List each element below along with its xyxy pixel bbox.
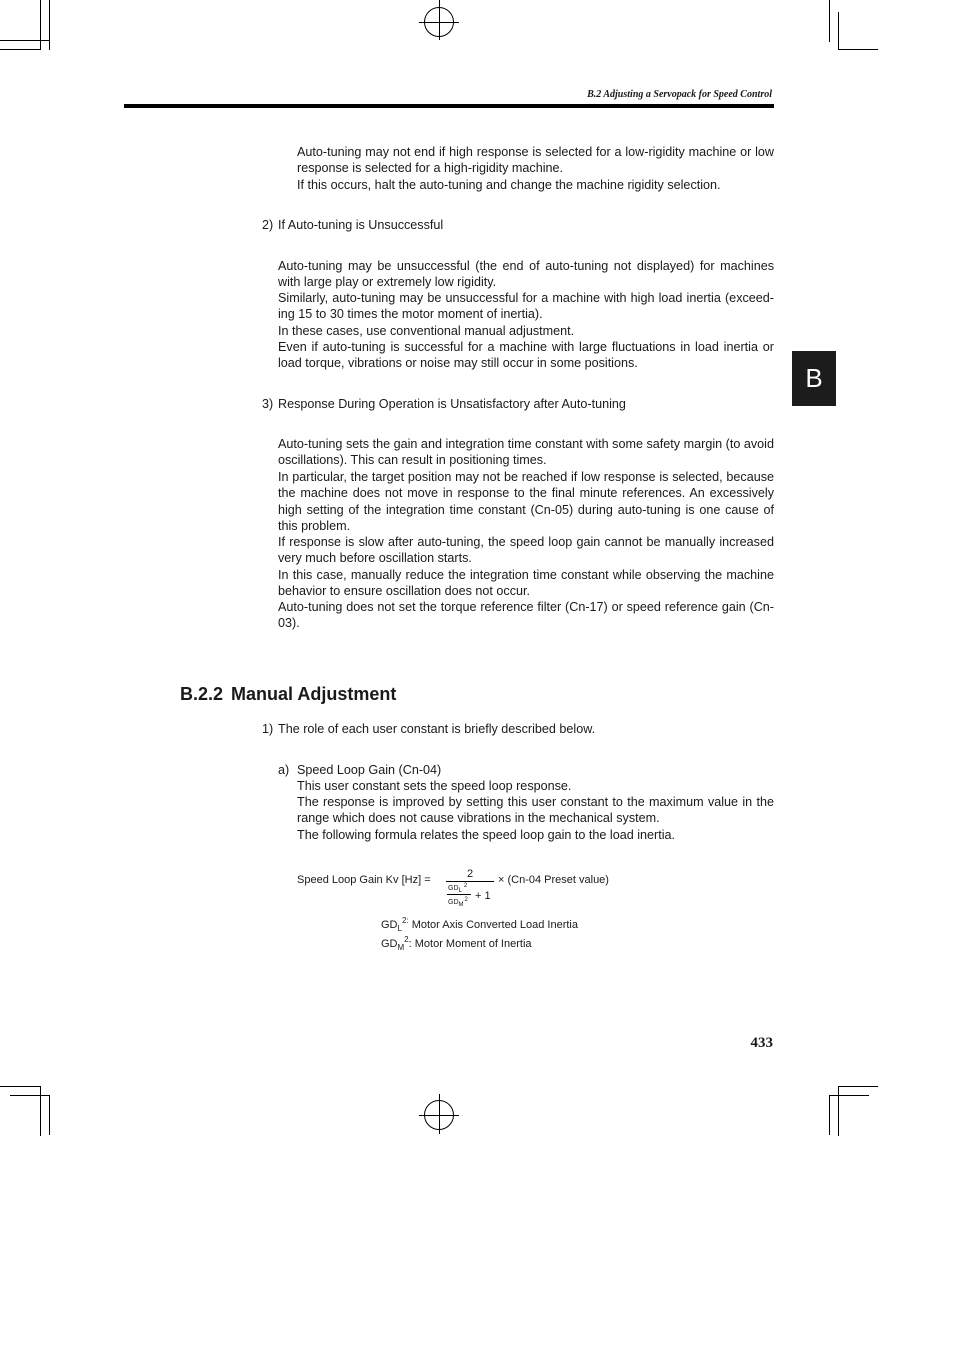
header-rule [124,104,774,108]
manual-item1-text: The role of each user constant is briefly described below. [278,722,596,736]
section-number: B.2.2 [180,684,224,704]
chapter-tab: B [792,351,836,406]
item2-title: If Auto-tuning is Unsuccessful [278,218,444,232]
section-title: Manual Adjustment [231,684,397,704]
intro-paragraph-1: Auto-tuning may not end if high response is selected for a low-rigidity machine or low response is selected for a high-rigidity machine. [297,145,774,176]
formula-numerator: 2 [467,868,474,880]
item2-paragraph-1: Auto-tuning may be unsuccessful (the end of auto-tuning not displayed) for machines with large play or extremely low rigidity. [278,259,774,290]
formula-fraction-bar [446,881,494,882]
intro-paragraph-2: If this occurs, halt the auto-tuning and change the machine rigidity selection. [297,178,721,192]
legend-gdl: $GD_L^{2:}$ Motor Axis Converted Load Inertia [381,916,578,933]
section-heading [180,684,404,705]
sub-a-label: a) [278,763,290,777]
item3-paragraph-5: Auto-tuning does not set the torque reference filter (Cn-17) or speed reference gain (Cn-03). [278,600,774,631]
item3-paragraph-4: In this case, manually reduce the integration time constant while observing the machine behavior to ensure oscillation does not occur. [278,568,774,599]
formula-rhs: × (Cn-04 Preset value) [498,874,609,886]
formula-lhs: Speed Loop Gain Kv [Hz] = [297,874,431,886]
manual-item1-number: 1) [262,722,274,736]
formula-plus-one: + 1 [475,890,491,902]
item2-paragraph-3: In these cases, use conventional manual adjustment. [278,324,575,338]
item2-paragraph-2: Similarly, auto-tuning may be unsuccessful for a machine with high load inertia (exceed-ing 15 to 30 times the motor moment of inertia). [278,291,774,322]
formula-gdl: GDL2 [448,883,468,894]
item3-title: Response During Operation is Unsatisfactory after Auto-tuning [278,397,626,411]
page-number: 433 [750,1035,773,1051]
item2-paragraph-4: Even if auto-tuning is successful for a machine with large fluctuations in load inertia or load torque, vibrations or noise may still occur in some positions. [278,340,774,371]
running-header: B.2 Adjusting a Servopack for Speed Control [587,89,772,100]
sub-a-line-1: This user constant sets the speed loop response. [297,779,572,793]
formula-inner-bar [447,894,471,895]
item3-paragraph-3: If response is slow after auto-tuning, the speed loop gain cannot be manually increased very much before oscillation starts. [278,535,774,566]
legend-gdm: $GD_M^2$: Motor Moment of Inertia [381,935,532,952]
sub-a-line-2: The response is improved by setting this user constant to the maximum value in the range which does not cause vibrations in the mechanical system. [297,795,774,826]
item2-number: 2) [262,218,274,232]
item3-paragraph-2: In particular, the target position may not be reached if low response is selected, because the machine does not move in response to the final minute references. An excessively high setting of the integration time constant (Cn-05) during auto-tuning is one cause of this problem. [278,470,774,533]
formula-gdm: GDM2 [448,897,468,908]
item3-number: 3) [262,397,274,411]
sub-a-line-3: The following formula relates the speed loop gain to the load inertia. [297,828,676,842]
item3-paragraph-1: Auto-tuning sets the gain and integration time constant with some safety margin (to avoid oscillations). This can result in positioning times. [278,437,774,468]
sub-a-title: Speed Loop Gain (Cn-04) [297,763,442,777]
